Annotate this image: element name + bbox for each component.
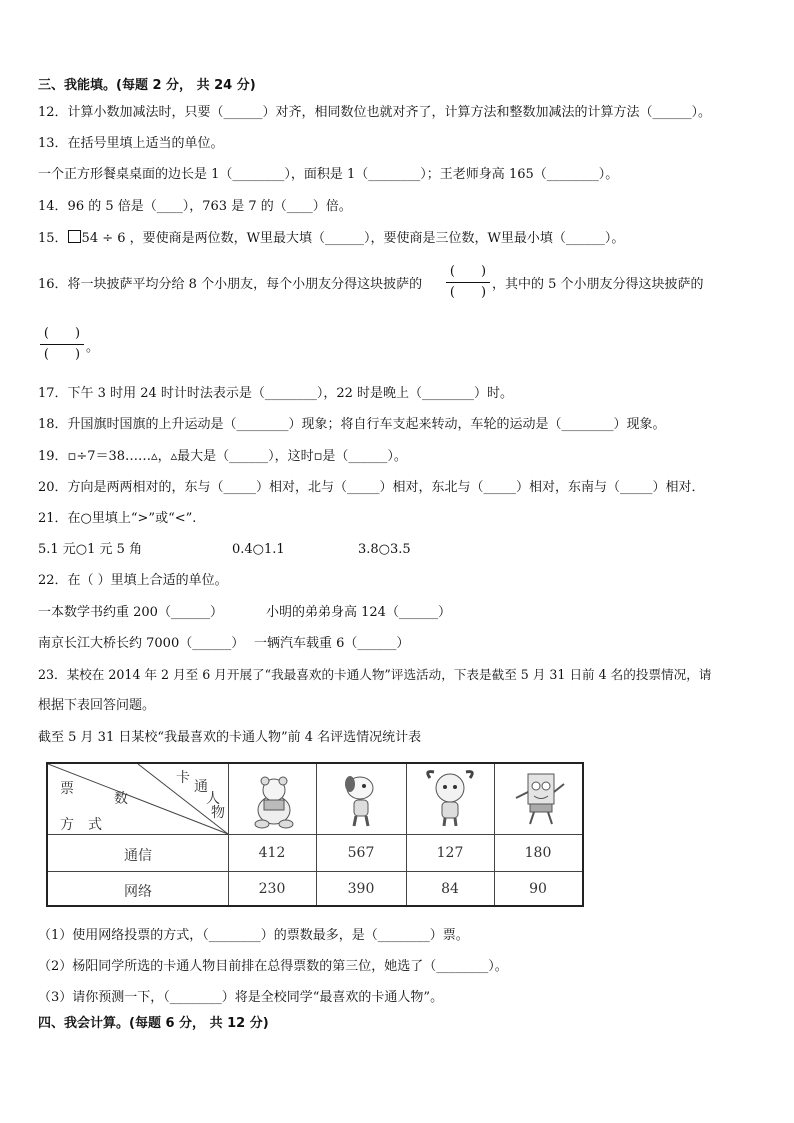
fraction-denominator: ( )	[43, 347, 81, 362]
square-blank-icon	[68, 230, 81, 243]
question-21-item-1: 5.1 元○1 元 5 角	[38, 542, 143, 557]
question-21-item-2: 0.4○1.1	[232, 542, 285, 557]
goat-character-icon	[420, 768, 480, 830]
question-15-number: 15．	[38, 231, 68, 246]
sponge-character-icon	[510, 770, 570, 830]
question-19: 19．▫÷7＝38……▵，▵最大是（______），这时▫是（______）。	[38, 449, 407, 464]
fraction-denominator: ( )	[449, 285, 487, 300]
row-label: 网络	[124, 884, 152, 900]
question-22: 22．在（ ）里填上合适的单位。	[38, 573, 228, 588]
question-12: 12．计算小数加减法时，只要（______）对齐，相同数位也就对齐了，计算方法和整数加减法的计算方法（______）。	[38, 105, 712, 120]
section-4-title: 四、我会计算。(每题 6 分， 共 12 分)	[38, 1016, 269, 1031]
header-piao: 票	[60, 781, 74, 797]
table-cell: 390	[347, 881, 375, 897]
question-16-end: 。	[86, 340, 100, 355]
question-23-line-2: 根据下表回答问题。	[38, 698, 156, 713]
table-cell: 90	[529, 881, 547, 897]
header-diagonal-lines	[48, 764, 229, 835]
header-fang: 方	[60, 817, 74, 833]
table-cell: 127	[436, 845, 464, 861]
dog-character-icon	[336, 770, 386, 830]
vote-table	[46, 762, 584, 907]
sub-question-2: （2）杨阳同学所选的卡通人物目前排在总得票数的第三位，她选了（________）。	[38, 959, 508, 974]
section-3-title: 三、我能填。(每题 2 分， 共 24 分)	[38, 78, 256, 93]
question-15	[38, 230, 624, 247]
question-18: 18．升国旗时国旗的上升运动是（________）现象；将自行车支起来转动，车轮的运动是（________）现象。	[38, 417, 666, 432]
fraction-bar	[446, 282, 490, 283]
question-21-item-3: 3.8○3.5	[358, 542, 411, 557]
question-13: 13．在括号里填上适当的单位。	[38, 136, 224, 151]
question-16-text-2: ，其中的 5 个小朋友分得这块披萨的	[492, 277, 704, 292]
header-shu: 数	[114, 791, 128, 807]
table-caption: 截至 5 月 31 日某校“我最喜欢的卡通人物”前 4 名评选情况统计表	[38, 730, 422, 745]
header-wu: 物	[211, 805, 225, 821]
bear-character-icon	[244, 770, 304, 830]
question-14: 14．96 的 5 倍是（____），763 是 7 的（____）倍。	[38, 199, 352, 214]
question-21: 21．在○里填上“>”或“<”.	[38, 511, 197, 526]
table-cell: 567	[347, 845, 375, 861]
table-cell: 180	[524, 845, 552, 861]
question-22-item-3: 南京长江大桥长约 7000（______）	[38, 636, 245, 651]
fraction-numerator: ( )	[43, 326, 81, 341]
question-20: 20．方向是两两相对的，东与（_____）相对，北与（_____）相对，东北与（_____）相对，东南与（_____）相对．	[38, 480, 705, 495]
fraction-numerator: ( )	[449, 264, 487, 279]
question-13-line: 一个正方形餐桌桌面的边长是 1（________），面积是 1（________）；王老师身高 165（________）。	[38, 167, 619, 182]
question-23-line-1: 23．某校在 2014 年 2 月至 6 月开展了“我最喜欢的卡通人物”评选活动，下表是截至 5 月 31 日前 4 名的投票情况，请	[38, 667, 712, 682]
question-16-text-1: 16．将一块披萨平均分给 8 个小朋友，每个小朋友分得这块披萨的	[38, 277, 423, 292]
row-label: 通信	[124, 848, 152, 864]
table-cell: 412	[258, 845, 286, 861]
table-cell: 84	[441, 881, 459, 897]
question-17: 17．下午 3 时用 24 时计时法表示是（________），22 时是晚上（________）时。	[38, 386, 514, 401]
header-ren: 人	[206, 791, 220, 807]
fraction-bar	[40, 344, 84, 345]
header-ka: 卡	[176, 770, 190, 786]
table-cell: 230	[258, 881, 286, 897]
fraction-blank-2	[40, 325, 84, 364]
sub-question-1: （1）使用网络投票的方式，（________）的票数最多，是（________）票。	[38, 928, 469, 943]
question-22-item-4: 一辆汽车载重 6（______）	[254, 636, 410, 651]
header-shi: 式	[88, 817, 102, 833]
question-22-item-1: 一本数学书约重 200（______）	[38, 605, 223, 620]
sub-question-3: （3）请你预测一下，（________）将是全校同学“最喜欢的卡通人物”。	[38, 990, 444, 1005]
header-tong: 通	[194, 779, 208, 795]
question-15-text: 54 ÷ 6 ，要使商是两位数，W里最大填（______），要使商是三位数，W里最小填（______）。	[81, 231, 625, 246]
question-22-item-2: 小明的弟弟身高 124（______）	[266, 605, 451, 620]
fraction-blank-1	[446, 263, 490, 302]
